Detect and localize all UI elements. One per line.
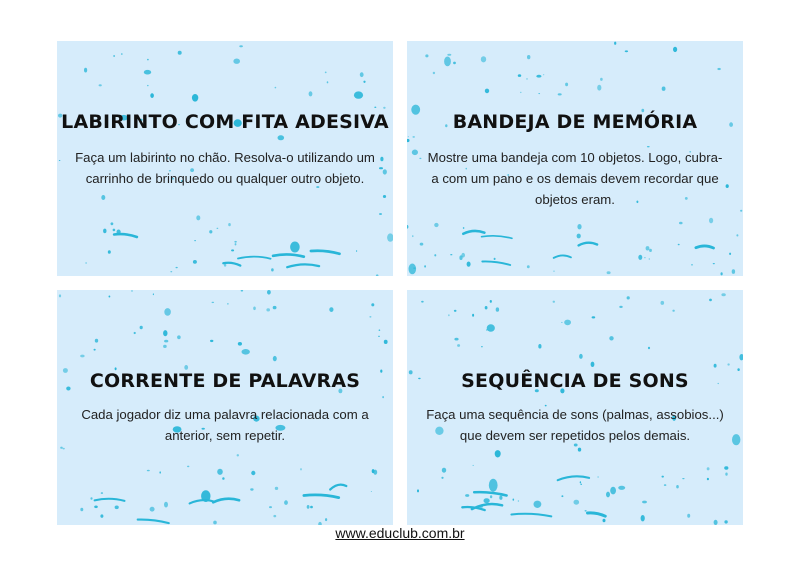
splatter-dot xyxy=(412,235,413,237)
splatter-dot xyxy=(577,224,581,229)
splatter-dot xyxy=(496,307,499,311)
splatter-dot xyxy=(664,484,667,486)
splatter-dot xyxy=(325,518,327,521)
splatter-dot xyxy=(585,510,587,512)
splatter-dot xyxy=(725,473,727,476)
splatter-dot xyxy=(383,169,387,174)
splatter-dot xyxy=(553,301,555,303)
splatter-dot xyxy=(527,265,530,268)
splatter-dot xyxy=(729,253,731,255)
splatter-dot xyxy=(159,471,161,473)
splatter-dot xyxy=(421,301,424,303)
splatter-dot xyxy=(691,264,693,266)
splatter-dot xyxy=(213,521,217,525)
splatter-dot xyxy=(241,290,244,291)
splatter-dot xyxy=(448,314,449,316)
splatter-dot xyxy=(210,340,213,342)
splatter-dot xyxy=(417,489,419,492)
splatter-dot xyxy=(80,355,84,358)
splatter-dot xyxy=(527,55,530,59)
splatter-dot xyxy=(724,466,728,469)
splatter-dot xyxy=(309,91,313,96)
splatter-dot xyxy=(250,488,253,490)
splatter-dot xyxy=(60,447,63,449)
splatter-dot xyxy=(538,344,541,349)
splatter-dot xyxy=(672,310,674,312)
splatter-dot xyxy=(237,454,239,456)
splatter-streak xyxy=(95,499,125,501)
splatter-dot xyxy=(709,218,713,224)
splatter-streak xyxy=(511,514,551,517)
splatter-dot xyxy=(164,308,171,316)
splatter-dot xyxy=(673,47,677,52)
splatter-dot xyxy=(408,136,409,137)
splatter-dot xyxy=(721,293,725,296)
splatter-dot xyxy=(231,249,234,251)
splatter-dot xyxy=(487,324,495,332)
splatter-dot xyxy=(150,507,155,512)
splatter-dot xyxy=(409,264,417,275)
splatter-dot xyxy=(59,160,61,161)
splatter-dot xyxy=(463,227,465,229)
splatter-dot xyxy=(113,229,116,232)
splatter-dot xyxy=(101,492,103,493)
splatter-dot xyxy=(564,320,571,326)
splatter-dot xyxy=(679,222,683,225)
splatter-dot xyxy=(100,514,103,517)
splatter-dot xyxy=(625,50,628,52)
splatter-dot xyxy=(253,307,256,311)
splatter-dot xyxy=(707,478,709,481)
splatter-dot xyxy=(709,299,712,302)
splatter-streak xyxy=(474,492,506,495)
splatter-dot xyxy=(494,258,496,260)
splatter-dot xyxy=(726,184,729,188)
splatter-dot xyxy=(490,495,492,498)
splatter-dot xyxy=(597,477,598,478)
splatter-dot xyxy=(177,335,181,339)
splatter-dot xyxy=(378,336,380,337)
card-description: Faça uma sequência de sons (palmas, assobios...) que devem ser repetidos pelos demais. xyxy=(426,407,724,443)
card-title: SEQUÊNCIA DE SONS xyxy=(461,370,689,392)
card-description: Cada jogador diz uma palavra relacionada com a anterior, sem repetir. xyxy=(81,407,369,443)
splatter-dot xyxy=(687,514,690,518)
splatter-dot xyxy=(577,234,581,239)
splatter-dot xyxy=(144,70,151,75)
splatter-dot xyxy=(649,259,650,260)
splatter-dot xyxy=(224,264,226,267)
splatter-dot xyxy=(495,450,501,457)
splatter-dot xyxy=(269,506,272,508)
splatter-dot xyxy=(489,479,498,492)
splatter-dot xyxy=(80,508,83,511)
splatter-dot xyxy=(271,268,274,271)
splatter-dot xyxy=(384,340,388,344)
splatter-dot xyxy=(239,45,243,47)
splatter-dot xyxy=(453,62,456,65)
splatter-dot xyxy=(382,396,383,398)
splatter-dot xyxy=(485,89,489,94)
splatter-streak xyxy=(138,520,169,524)
splatter-dot xyxy=(108,250,111,254)
splatter-dot xyxy=(95,339,98,343)
splatter-dot xyxy=(425,54,428,57)
splatter-dot xyxy=(99,84,102,86)
splatter-dot xyxy=(284,500,288,505)
activity-card-sequencia xyxy=(407,290,743,525)
splatter-dot xyxy=(447,54,451,56)
splatter-dot xyxy=(641,515,645,521)
activity-card-bandeja xyxy=(407,41,743,276)
activity-card-corrente xyxy=(57,290,393,525)
splatter-dot xyxy=(164,340,168,343)
splatter-dot xyxy=(578,448,581,452)
splatter-streak xyxy=(482,236,512,239)
card-title: LABIRINTO COM FITA ADESIVA xyxy=(61,111,389,133)
splatter-dot xyxy=(290,242,300,253)
splatter-dot xyxy=(450,254,452,255)
splatter-dot xyxy=(103,229,106,234)
splatter-dot xyxy=(592,316,596,318)
splatter-dot xyxy=(740,210,742,212)
splatter-dot xyxy=(433,72,435,74)
splatter-dot xyxy=(441,477,443,479)
splatter-dot xyxy=(407,139,410,142)
splatter-dot xyxy=(111,222,114,225)
splatter-dot xyxy=(678,244,680,246)
splatter-dot xyxy=(724,520,727,523)
splatter-dot xyxy=(676,485,679,488)
splatter-dot xyxy=(212,302,215,303)
card-title: BANDEJA DE MEMÓRIA xyxy=(452,111,698,133)
splatter-dot xyxy=(499,496,502,500)
splatter-dot xyxy=(538,93,540,94)
splatter-dot xyxy=(649,249,652,252)
splatter-dot xyxy=(442,468,446,473)
splatter-dot xyxy=(707,467,710,470)
splatter-dot xyxy=(147,470,150,472)
splatter-dot xyxy=(85,263,87,264)
splatter-dot xyxy=(574,500,580,505)
splatter-dot xyxy=(242,349,250,355)
splatter-dot xyxy=(217,228,219,229)
splatter-dot xyxy=(484,498,490,503)
splatter-dot xyxy=(485,306,488,309)
splatter-dot xyxy=(534,501,542,508)
splatter-dot xyxy=(518,74,521,77)
splatter-dot xyxy=(275,87,277,89)
splatter-dot xyxy=(610,487,616,495)
splatter-dot xyxy=(84,68,87,73)
splatter-dot xyxy=(379,329,381,331)
splatter-dot xyxy=(627,296,630,299)
splatter-dot xyxy=(457,344,460,347)
splatter-dot xyxy=(94,349,96,351)
splatter-dot xyxy=(327,81,329,83)
splatter-dot xyxy=(140,326,143,329)
card-description: Faça um labirinto no chão. Resolva-o utilizando um carrinho de brinquedo ou qualquer outro objeto. xyxy=(75,150,375,186)
splatter-dot xyxy=(59,294,61,297)
splatter-dot xyxy=(251,471,255,475)
splatter-dot xyxy=(363,81,365,83)
splatter-dot xyxy=(662,87,666,91)
splatter-dot xyxy=(163,345,167,348)
splatter-dot xyxy=(490,300,492,303)
splatter-dot xyxy=(558,93,562,95)
splatter-dot xyxy=(618,486,625,490)
splatter-dot xyxy=(196,215,200,220)
splatter-dot xyxy=(644,257,646,258)
splatter-dot xyxy=(526,78,527,80)
splatter-dot xyxy=(113,55,115,57)
splatter-streak xyxy=(238,257,271,259)
splatter-dot xyxy=(376,274,379,276)
splatter-dot xyxy=(170,271,172,272)
splatter-dot xyxy=(454,310,457,312)
splatter-dot xyxy=(192,94,198,102)
splatter-dot xyxy=(187,466,189,468)
splatter-dot xyxy=(648,347,650,349)
splatter-dot xyxy=(371,303,374,306)
splatter-dot xyxy=(434,254,436,256)
splatter-dot xyxy=(360,72,364,77)
splatter-dot xyxy=(273,306,277,309)
splatter-dot xyxy=(543,74,544,75)
splatter-dot xyxy=(597,85,601,91)
splatter-dot xyxy=(727,363,729,365)
splatter-dot xyxy=(536,75,541,78)
splatter-dot xyxy=(444,57,451,67)
splatter-dot xyxy=(407,225,408,229)
splatter-dot xyxy=(373,470,377,475)
splatter-dot xyxy=(486,329,488,330)
splatter-dot xyxy=(465,494,469,497)
splatter-dot xyxy=(717,68,720,70)
splatter-dot xyxy=(153,293,154,295)
splatter-dot xyxy=(580,481,581,483)
splatter-dot xyxy=(354,91,363,98)
splatter-dot xyxy=(371,491,372,492)
splatter-dot xyxy=(307,505,310,509)
splatter-dot xyxy=(481,56,486,62)
splatter-streak xyxy=(311,251,340,254)
splatter-dot xyxy=(275,487,278,490)
splatter-dot xyxy=(94,506,98,509)
splatter-streak xyxy=(287,264,319,267)
splatter-dot xyxy=(121,53,123,55)
splatter-dot xyxy=(721,272,723,275)
splatter-dot xyxy=(561,495,563,497)
splatter-dot xyxy=(732,269,735,274)
splatter-dot xyxy=(109,296,111,298)
splatter-dot xyxy=(682,478,684,479)
splatter-streak xyxy=(330,485,346,490)
splatter-dot xyxy=(266,308,270,311)
splatter-dot xyxy=(63,448,65,450)
splatter-dot xyxy=(147,59,149,61)
splatter-streak xyxy=(482,261,510,265)
splatter-dot xyxy=(607,271,611,274)
splatter-dot xyxy=(380,157,383,162)
splatter-streak xyxy=(579,243,598,246)
splatter-dot xyxy=(131,290,132,291)
splatter-dot xyxy=(736,234,738,236)
splatter-dot xyxy=(90,497,92,499)
splatter-dot xyxy=(234,241,237,243)
splatter-dot xyxy=(163,330,167,336)
splatter-dot xyxy=(614,42,616,45)
splatter-dot xyxy=(662,476,664,478)
splatter-dot xyxy=(379,213,382,215)
splatter-dot xyxy=(228,223,231,226)
splatter-dot xyxy=(164,502,168,508)
splatter-dot xyxy=(209,230,212,233)
splatter-dot xyxy=(420,243,424,246)
splatter-dot xyxy=(579,354,583,359)
splatter-dot xyxy=(459,255,462,260)
splatter-dot xyxy=(387,233,393,241)
splatter-dot xyxy=(233,59,240,64)
splatter-dot xyxy=(176,267,178,268)
splatter-dot xyxy=(147,85,149,86)
splatter-dot xyxy=(714,364,717,368)
splatter-dot xyxy=(520,92,521,93)
splatter-dot xyxy=(217,469,223,475)
splatter-dot xyxy=(273,515,276,517)
splatter-streak xyxy=(114,234,137,237)
splatter-dot xyxy=(134,332,136,334)
splatter-dot xyxy=(101,195,105,200)
splatter-dot xyxy=(424,265,426,267)
splatter-dot xyxy=(603,519,606,522)
splatter-dot xyxy=(638,255,642,260)
splatter-streak xyxy=(588,513,606,516)
splatter-dot xyxy=(374,107,376,108)
splatter-dot xyxy=(267,290,271,295)
splatter-streak xyxy=(273,254,304,256)
splatter-dot xyxy=(278,135,285,140)
card-title: CORRENTE DE PALAVRAS xyxy=(89,370,361,392)
splatter-dot xyxy=(300,468,302,470)
splatter-streak xyxy=(558,476,589,480)
splatter-dot xyxy=(467,262,471,267)
splatter-streak xyxy=(554,255,571,257)
splatter-dot xyxy=(661,301,665,305)
splatter-dot xyxy=(619,306,622,308)
splatter-dot xyxy=(580,484,582,485)
splatter-dot xyxy=(513,499,515,501)
splatter-dot xyxy=(561,322,562,323)
splatter-dot xyxy=(194,240,196,241)
footer-url[interactable]: www.educlub.com.br xyxy=(335,525,465,541)
splatter-dot xyxy=(591,362,595,367)
splatter-dot xyxy=(646,246,650,250)
splatter-dot xyxy=(356,250,357,252)
splatter-dot xyxy=(227,303,228,304)
splatter-dot xyxy=(434,223,438,227)
splatter-dot xyxy=(609,336,613,340)
splatter-dot xyxy=(310,506,313,509)
splatter-streak xyxy=(463,231,484,234)
splatter-dot xyxy=(472,314,474,317)
activity-card-labirinto xyxy=(57,41,393,276)
splatter-dot xyxy=(518,501,519,502)
splatter-dot xyxy=(642,501,647,504)
splatter-dot xyxy=(739,354,743,360)
splatter-dot xyxy=(732,434,740,445)
splatter-dot xyxy=(383,195,386,198)
splatter-streak xyxy=(190,500,215,503)
splatter-dot xyxy=(713,263,715,264)
splatter-dot xyxy=(235,243,237,245)
splatter-dot xyxy=(419,158,421,159)
splatter-dot xyxy=(472,465,474,466)
splatter-dot xyxy=(369,316,371,317)
splatter-dot xyxy=(150,93,154,98)
splatter-dot xyxy=(413,268,415,269)
splatter-dot xyxy=(329,307,333,312)
splatter-dot xyxy=(222,477,224,480)
splatter-dot xyxy=(606,492,610,498)
splatter-streak xyxy=(696,246,714,248)
card-description: Mostre uma bandeja com 10 objetos. Logo, cubra-a com um pano e os demais devem recordar que objetos eram. xyxy=(427,150,723,207)
splatter-streak xyxy=(304,495,339,498)
splatter-dot xyxy=(600,78,603,81)
splatter-dot xyxy=(383,107,385,109)
splatter-dot xyxy=(412,150,418,156)
splatter-dot xyxy=(565,83,568,87)
splatter-dot xyxy=(193,260,197,264)
splatter-dot xyxy=(553,271,554,272)
splatter-dot xyxy=(379,167,383,169)
splatter-dot xyxy=(178,51,182,55)
splatter-dot xyxy=(481,346,483,347)
splatter-streak xyxy=(213,499,239,503)
splatter-dot xyxy=(238,342,242,346)
splatter-dot xyxy=(273,356,277,361)
splatter-dot xyxy=(412,136,415,138)
splatter-dot xyxy=(454,338,458,341)
splatter-dot xyxy=(115,506,119,510)
splatter-dot xyxy=(325,72,327,74)
